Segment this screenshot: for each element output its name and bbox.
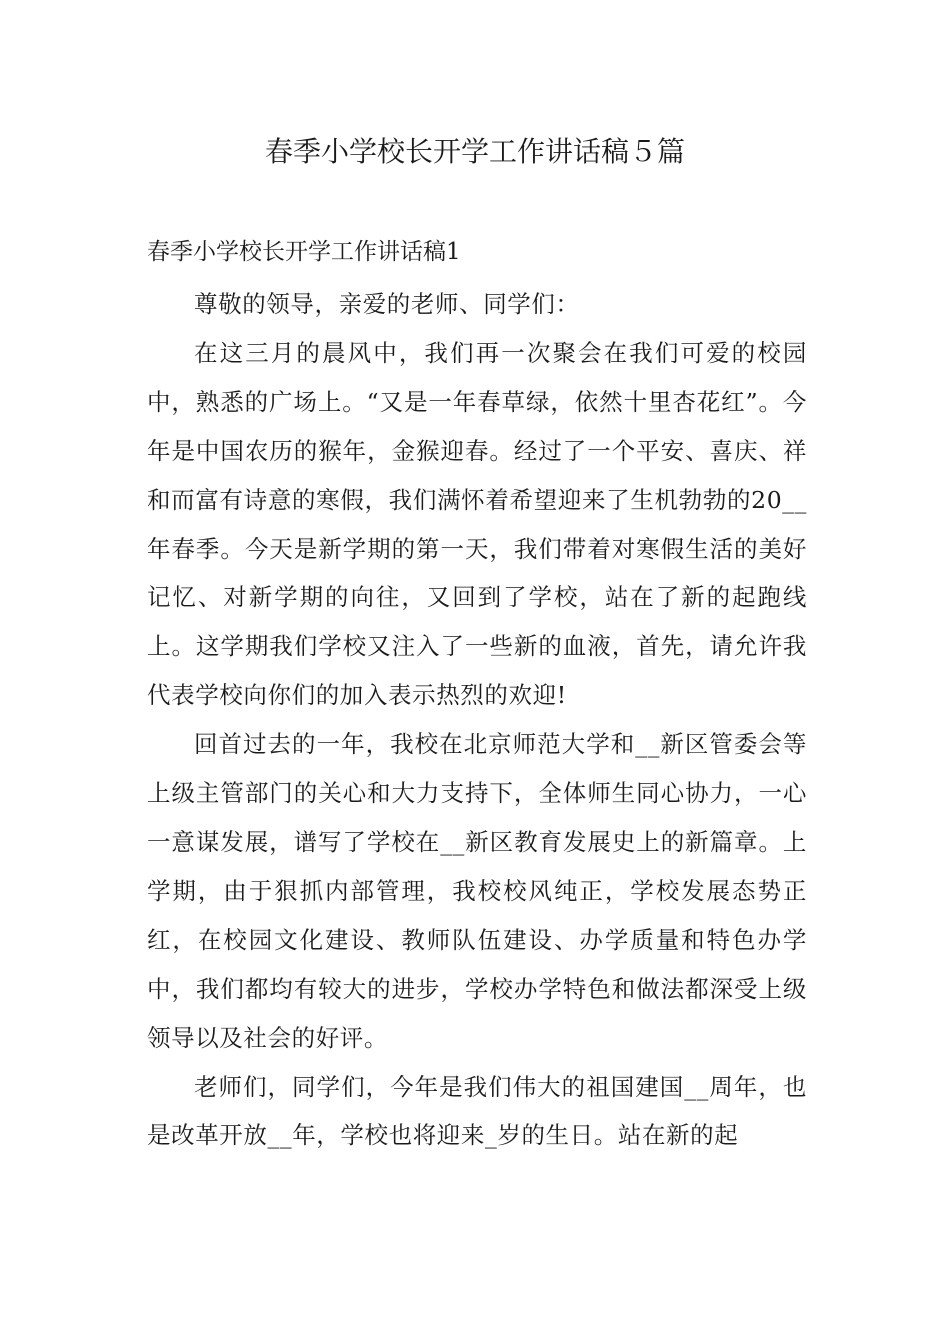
section-heading: 春季小学校长开学工作讲话稿1 <box>147 239 461 265</box>
document-title: 春季小学校长开学工作讲话稿５篇 <box>264 135 685 168</box>
body-paragraph: 在这三月的晨风中，我们再一次聚会在我们可爱的校园中，熟悉的广场上。“又是一年春草绿，依然十里杏花红”。今年是中国农历的猴年，金猴迎春。经过了一个平安、喜庆、祥和而富有诗意的寒假，我们满怀着希望迎来了生机勃勃的20__年春季。今天是新学期的第一天，我们带着对寒假生活的美好记忆、对新学期的向往，又回到了学校，站在了新的起跑线上。这学期我们学校又注入了一些新的血液，首先，请允许我代表学校向你们的加入表示热烈的欢迎! <box>147 338 807 710</box>
document-body <box>147 280 807 1160</box>
body-paragraph: 老师们，同学们，今年是我们伟大的祖国建国__周年，也是改革开放__年，学校也将迎来_岁的生日。站在新的起 <box>147 1072 807 1150</box>
salutation-paragraph: 尊敬的领导，亲爱的老师、同学们： <box>194 290 580 318</box>
body-paragraph: 回首过去的一年，我校在北京师范大学和__新区管委会等上级主管部门的关心和大力支持下，全体师生同心协力，一心一意谋发展，谱写了学校在__新区教育发展史上的新篇章。上学期，由于狠抓内部管理，我校校风纯正，学校发展态势正红，在校园文化建设、教师队伍建设、办学质量和特色办学中，我们都均有较大的进步，学校办学特色和做法都深受上级领导以及社会的好评。 <box>147 730 807 1052</box>
